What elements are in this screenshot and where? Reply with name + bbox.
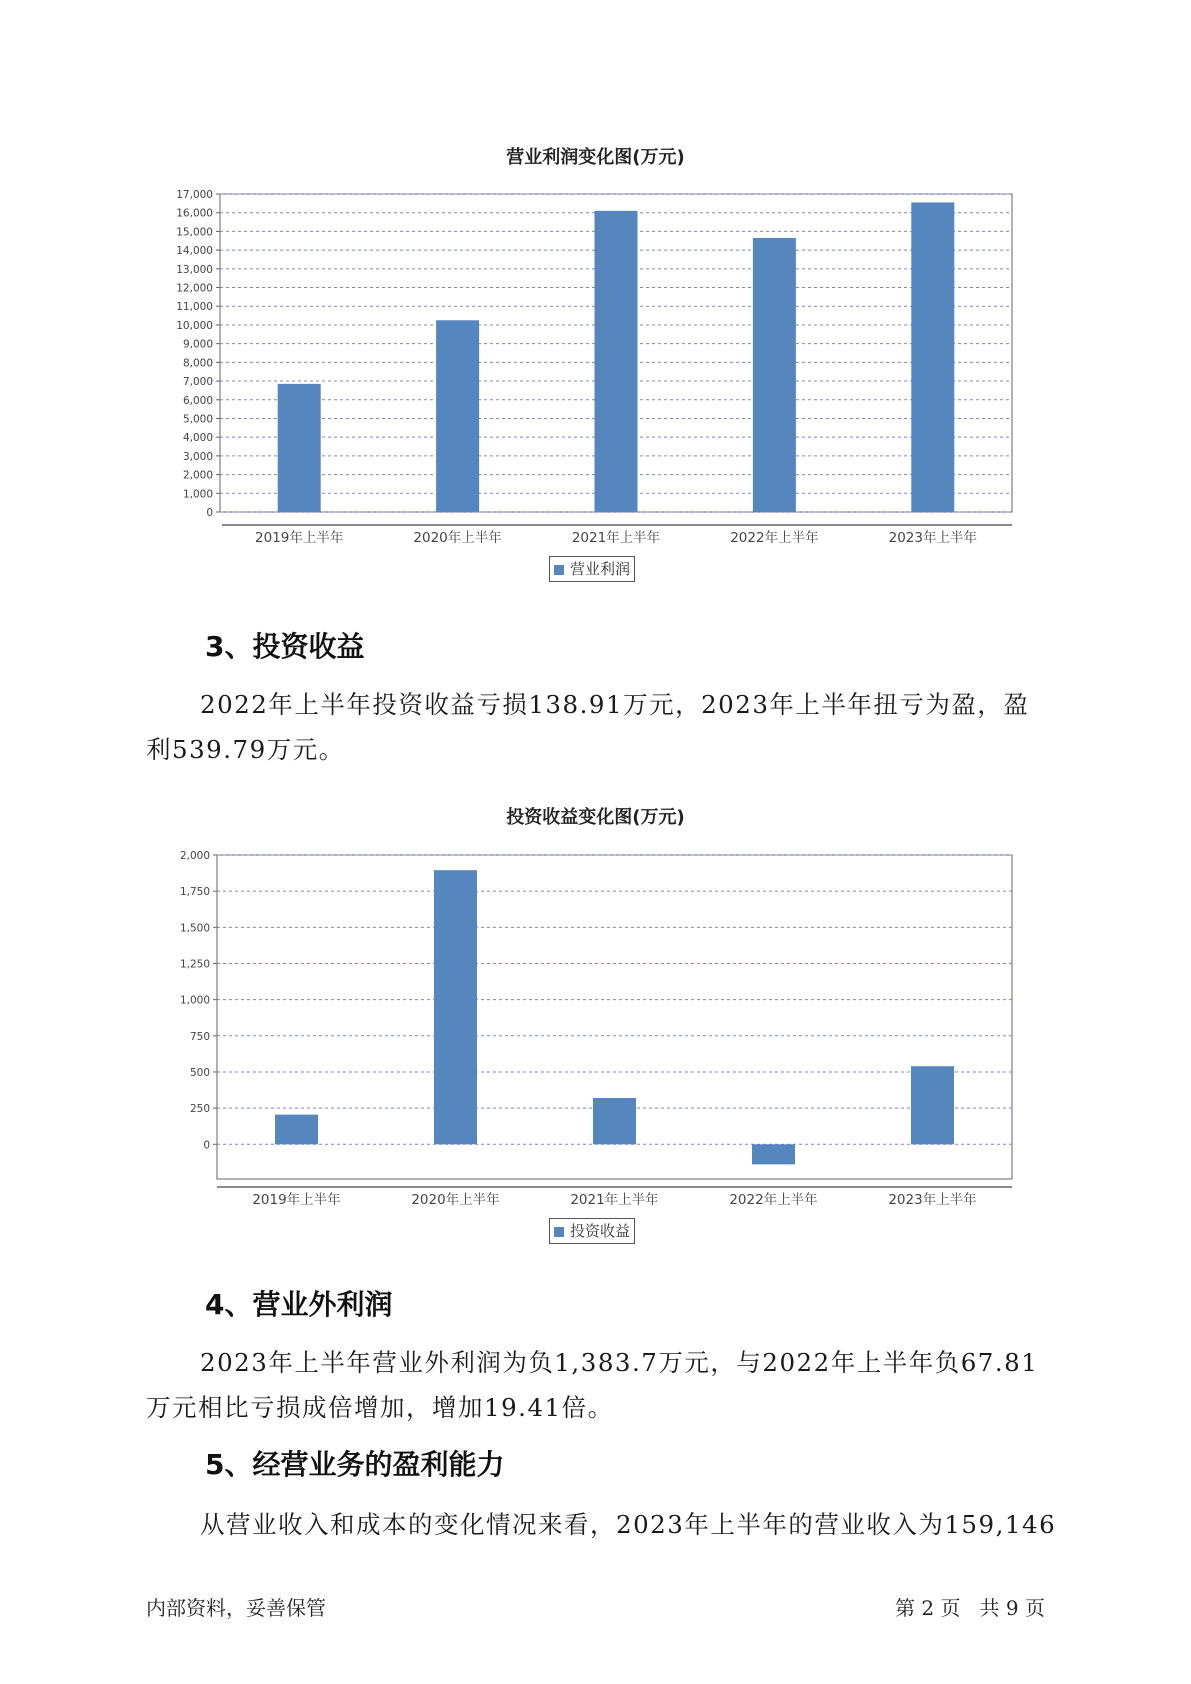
y-tick-label: 1,000 xyxy=(182,488,213,501)
bar xyxy=(753,238,796,512)
y-tick-label: 13,000 xyxy=(176,263,213,276)
y-tick-label: 2,000 xyxy=(179,850,210,862)
section-5-paragraph xyxy=(146,1502,1081,1547)
paragraph-line: 从营业收入和成本的变化情况来看，2023年上半年的营业收入为159,146 xyxy=(200,1510,1057,1539)
y-tick-label: 1,750 xyxy=(179,886,210,899)
paragraph-line: 2022年上半年投资收益亏损138.91万元，2023年上半年扭亏为盈，盈 xyxy=(200,690,1030,719)
operating-profit-chart xyxy=(0,130,1191,590)
section-3-heading: 3、投资收益 xyxy=(205,630,365,663)
section-4-heading: 4、营业外利润 xyxy=(205,1288,393,1321)
bar xyxy=(436,320,479,512)
y-tick-label: 16,000 xyxy=(176,207,213,220)
y-tick-label: 5,000 xyxy=(182,413,213,426)
chart-legend xyxy=(549,556,635,582)
bar xyxy=(911,1066,954,1144)
y-tick-label: 3,000 xyxy=(182,450,213,463)
y-tick-label: 10,000 xyxy=(176,319,213,332)
section-5-heading: 5、经营业务的盈利能力 xyxy=(205,1448,505,1481)
y-tick-label: 1,000 xyxy=(179,994,210,1007)
x-tick-label: 2019年上半年 xyxy=(255,530,344,546)
legend-label: 投资收益 xyxy=(570,1222,631,1240)
y-tick-label: 4,000 xyxy=(182,432,213,445)
bar xyxy=(275,1115,318,1145)
x-tick-label: 2023年上半年 xyxy=(888,1192,977,1208)
x-tick-label: 2020年上半年 xyxy=(411,1192,500,1208)
y-tick-label: 11,000 xyxy=(176,301,213,314)
investment-income-chart-plot xyxy=(0,830,1191,1250)
y-tick-label: 0 xyxy=(203,1139,210,1152)
legend-swatch xyxy=(554,1227,564,1237)
x-tick-label: 2022年上半年 xyxy=(730,530,819,546)
y-tick-label: 6,000 xyxy=(182,394,213,407)
y-tick-label: 8,000 xyxy=(182,357,213,370)
footer-page-number: 第 2 页 共 9 页 xyxy=(895,1596,1045,1620)
footer-left: 内部资料，妥善保管 xyxy=(146,1596,326,1620)
y-tick-label: 0 xyxy=(206,507,213,519)
section-4-paragraph xyxy=(146,1340,1081,1430)
x-tick-label: 2020年上半年 xyxy=(413,530,502,546)
x-tick-label: 2019年上半年 xyxy=(252,1192,341,1208)
x-tick-label: 2021年上半年 xyxy=(570,1192,659,1208)
operating-profit-chart-plot xyxy=(0,170,1191,590)
x-tick-label: 2021年上半年 xyxy=(571,530,661,546)
bar xyxy=(434,870,477,1144)
y-tick-label: 17,000 xyxy=(176,189,213,201)
y-tick-label: 9,000 xyxy=(182,338,213,351)
x-tick-label: 2022年上半年 xyxy=(729,1192,818,1208)
y-tick-label: 12,000 xyxy=(176,282,213,295)
bar xyxy=(593,1098,636,1144)
bar xyxy=(752,1144,795,1164)
legend-label: 营业利润 xyxy=(570,560,631,578)
y-tick-label: 500 xyxy=(189,1066,210,1079)
y-tick-label: 14,000 xyxy=(176,245,213,258)
bar xyxy=(911,202,954,512)
y-tick-label: 1,250 xyxy=(179,958,210,971)
paragraph-line: 利539.79万元。 xyxy=(146,735,345,764)
investment-income-chart xyxy=(0,790,1191,1250)
chart-legend xyxy=(549,1218,635,1244)
paragraph-line: 2023年上半年营业外利润为负1,383.7万元，与2022年上半年负67.81 xyxy=(200,1348,1039,1377)
legend-swatch xyxy=(554,565,564,575)
y-tick-label: 1,500 xyxy=(179,922,210,935)
chart-title: 投资收益变化图(万元) xyxy=(506,807,685,828)
chart-title: 营业利润变化图(万元) xyxy=(506,147,685,168)
y-tick-label: 15,000 xyxy=(176,226,213,239)
section-3-paragraph xyxy=(146,682,1081,772)
y-tick-label: 750 xyxy=(189,1030,210,1043)
paragraph-line: 万元相比亏损成倍增加，增加19.41倍。 xyxy=(146,1393,614,1422)
y-tick-label: 7,000 xyxy=(182,376,213,389)
x-tick-label: 2023年上半年 xyxy=(888,530,977,546)
y-tick-label: 250 xyxy=(189,1103,210,1116)
y-tick-label: 2,000 xyxy=(182,469,213,482)
bar xyxy=(278,384,321,512)
bar xyxy=(595,211,638,512)
